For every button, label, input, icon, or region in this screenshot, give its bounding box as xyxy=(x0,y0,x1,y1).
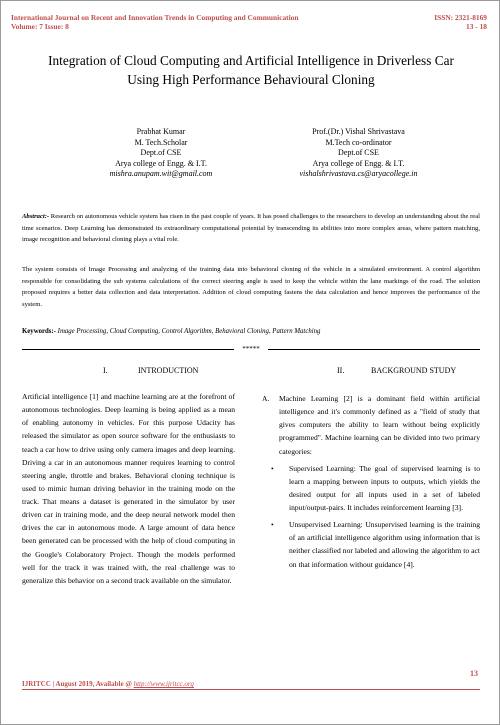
item-text: Machine Learning [2] is a dominant field within artificial intelligence and it's commonly defined as a "field of study that gives computers the ability to learn without being explicitly programmed". Machine learning can be divided into two primary categories: xyxy=(279,394,480,456)
page-range: 13 - 18 xyxy=(466,22,487,31)
journal-name: International Journal on Recent and Innovation Trends in Computing and Communication xyxy=(11,13,299,22)
keywords xyxy=(22,327,480,337)
section-title: BACKGROUND STUDY xyxy=(371,366,457,375)
author-name: Prof.(Dr.) Vishal Shrivastava xyxy=(312,127,405,136)
bullet-text: Supervised Learning: The goal of supervised learning is to learn a mapping between inputs to outputs, which yields the desired output for all inputs used in a set of labeled input/output-pairs. It includes reinforcement learning [3]. xyxy=(289,463,480,512)
journal-issn: ISSN: 2321-8169 xyxy=(434,13,487,22)
author-block-2 xyxy=(256,127,461,180)
author-role: M.Tech co-ordinator xyxy=(325,137,392,147)
section-separator xyxy=(22,343,480,355)
abstract-text: Research on autonomous vehicle system has risen in the past couple of years. It has posed challenges to the researchers to develop an understanding about the real time scenarios. Deep Learning has demonstrated its extraordinary computational potential by transcending its abilities into more complex areas, where pattern matching, image recognition and behavioral cloning plays a vital role. xyxy=(22,213,480,244)
section-number: I. xyxy=(103,366,108,375)
footer-divider xyxy=(22,689,480,690)
running-header-left xyxy=(11,13,298,31)
separator-stars: ***** xyxy=(242,345,260,353)
abstract xyxy=(22,211,480,246)
keywords-text: Image Processing, Cloud Computing, Control Algorithm, Behavioral Cloning, Pattern Matching xyxy=(55,328,321,335)
separator-line-right xyxy=(268,349,480,350)
journal-volume: Volume: 7 Issue: 8 xyxy=(11,22,69,31)
author-email: vishalshrivastava.cs@aryacollege.in xyxy=(299,169,418,178)
author-department: Dept.of CSE xyxy=(338,148,379,157)
author-college: Arya college of Engg. & I.T. xyxy=(115,158,207,168)
footer-text: IJRITCC | August 2019, Available @ xyxy=(22,680,134,688)
introduction-text: Artificial intelligence [1] and machine learning are at the forefront of autonomous technologies. Deep learning is being applied as a mean of enabling autonomy in vehicles. For this purpose Udacity has released the simulator as open source software for the enthusiasts to teach a car how to drive using only camera images and deep learning. Driving a car in an autonomous manner requires learning to control steering angle, throttle and brakes. Behavioral cloning technique is used to mimic human driving behavior in the training mode on the track. That means a dataset is generated in the simulator by user driven car in training mode, and the deep neural network model then drives the car in autonomous mode. A large amount of data hence been generated can be processed with the help of cloud computing in the Google's Colaboratory Project. Though the models performed well for the track it was trained with, the real challenge was to generalize this behavior on a second track available on the simulator. xyxy=(22,392,235,585)
author-name: Prabhat Kumar xyxy=(136,127,186,136)
bullet-icon: • xyxy=(271,520,274,530)
abstract-label: Abstract:- xyxy=(22,213,50,220)
paper-title xyxy=(21,51,481,89)
author-block-1 xyxy=(61,127,261,180)
author-email: mishra.anupam.wit@gmail.com xyxy=(109,169,213,178)
bullet-icon: • xyxy=(271,463,274,473)
background-item xyxy=(262,392,480,458)
abstract-paragraph-2: The system consists of Image Processing and analyzing of the training data into behavioral cloning of the vehicle in a simulated environment. A control algorithm responsible for consolidating the sub systems calculations of the correct steering angle is used to keep the vehicle within the lane markings of the road. The solution proposed requires a better data collection and data interpretation. Addition of cloud computing fastens the data calculation and hence improves the performance of the system. xyxy=(22,266,480,309)
author-department: Dept.of CSE xyxy=(140,148,182,157)
section-number: II. xyxy=(337,366,345,375)
paper-title-line-1: Integration of Cloud Computing and Artificial Intelligence in Driverless Car xyxy=(48,53,454,68)
paper-title-line-2: Using High Performance Behavioural Cloning xyxy=(127,72,375,87)
bullet-item xyxy=(262,518,480,571)
bullet-text: Unsupervised Learning: Unsupervised learning is the training of an artificial intelligence algorithm using information that is neither classified nor labeled and allowing the algorithm to act on that information without guidance [4]. xyxy=(289,520,480,569)
author-college: Arya college of Engg. & I.T. xyxy=(312,158,405,168)
item-marker: A. xyxy=(262,394,270,403)
bullet-item xyxy=(262,462,480,515)
running-header-right xyxy=(434,13,487,31)
section-title: INTRODUCTION xyxy=(138,366,199,375)
background-column xyxy=(262,392,480,571)
page-number: 13 xyxy=(470,669,478,678)
footer-link[interactable]: http://www.ijritcc.org xyxy=(133,680,194,688)
author-role: M. Tech.Scholar xyxy=(134,137,188,147)
footer xyxy=(22,680,194,689)
keywords-label: Keywords:- xyxy=(22,328,56,335)
